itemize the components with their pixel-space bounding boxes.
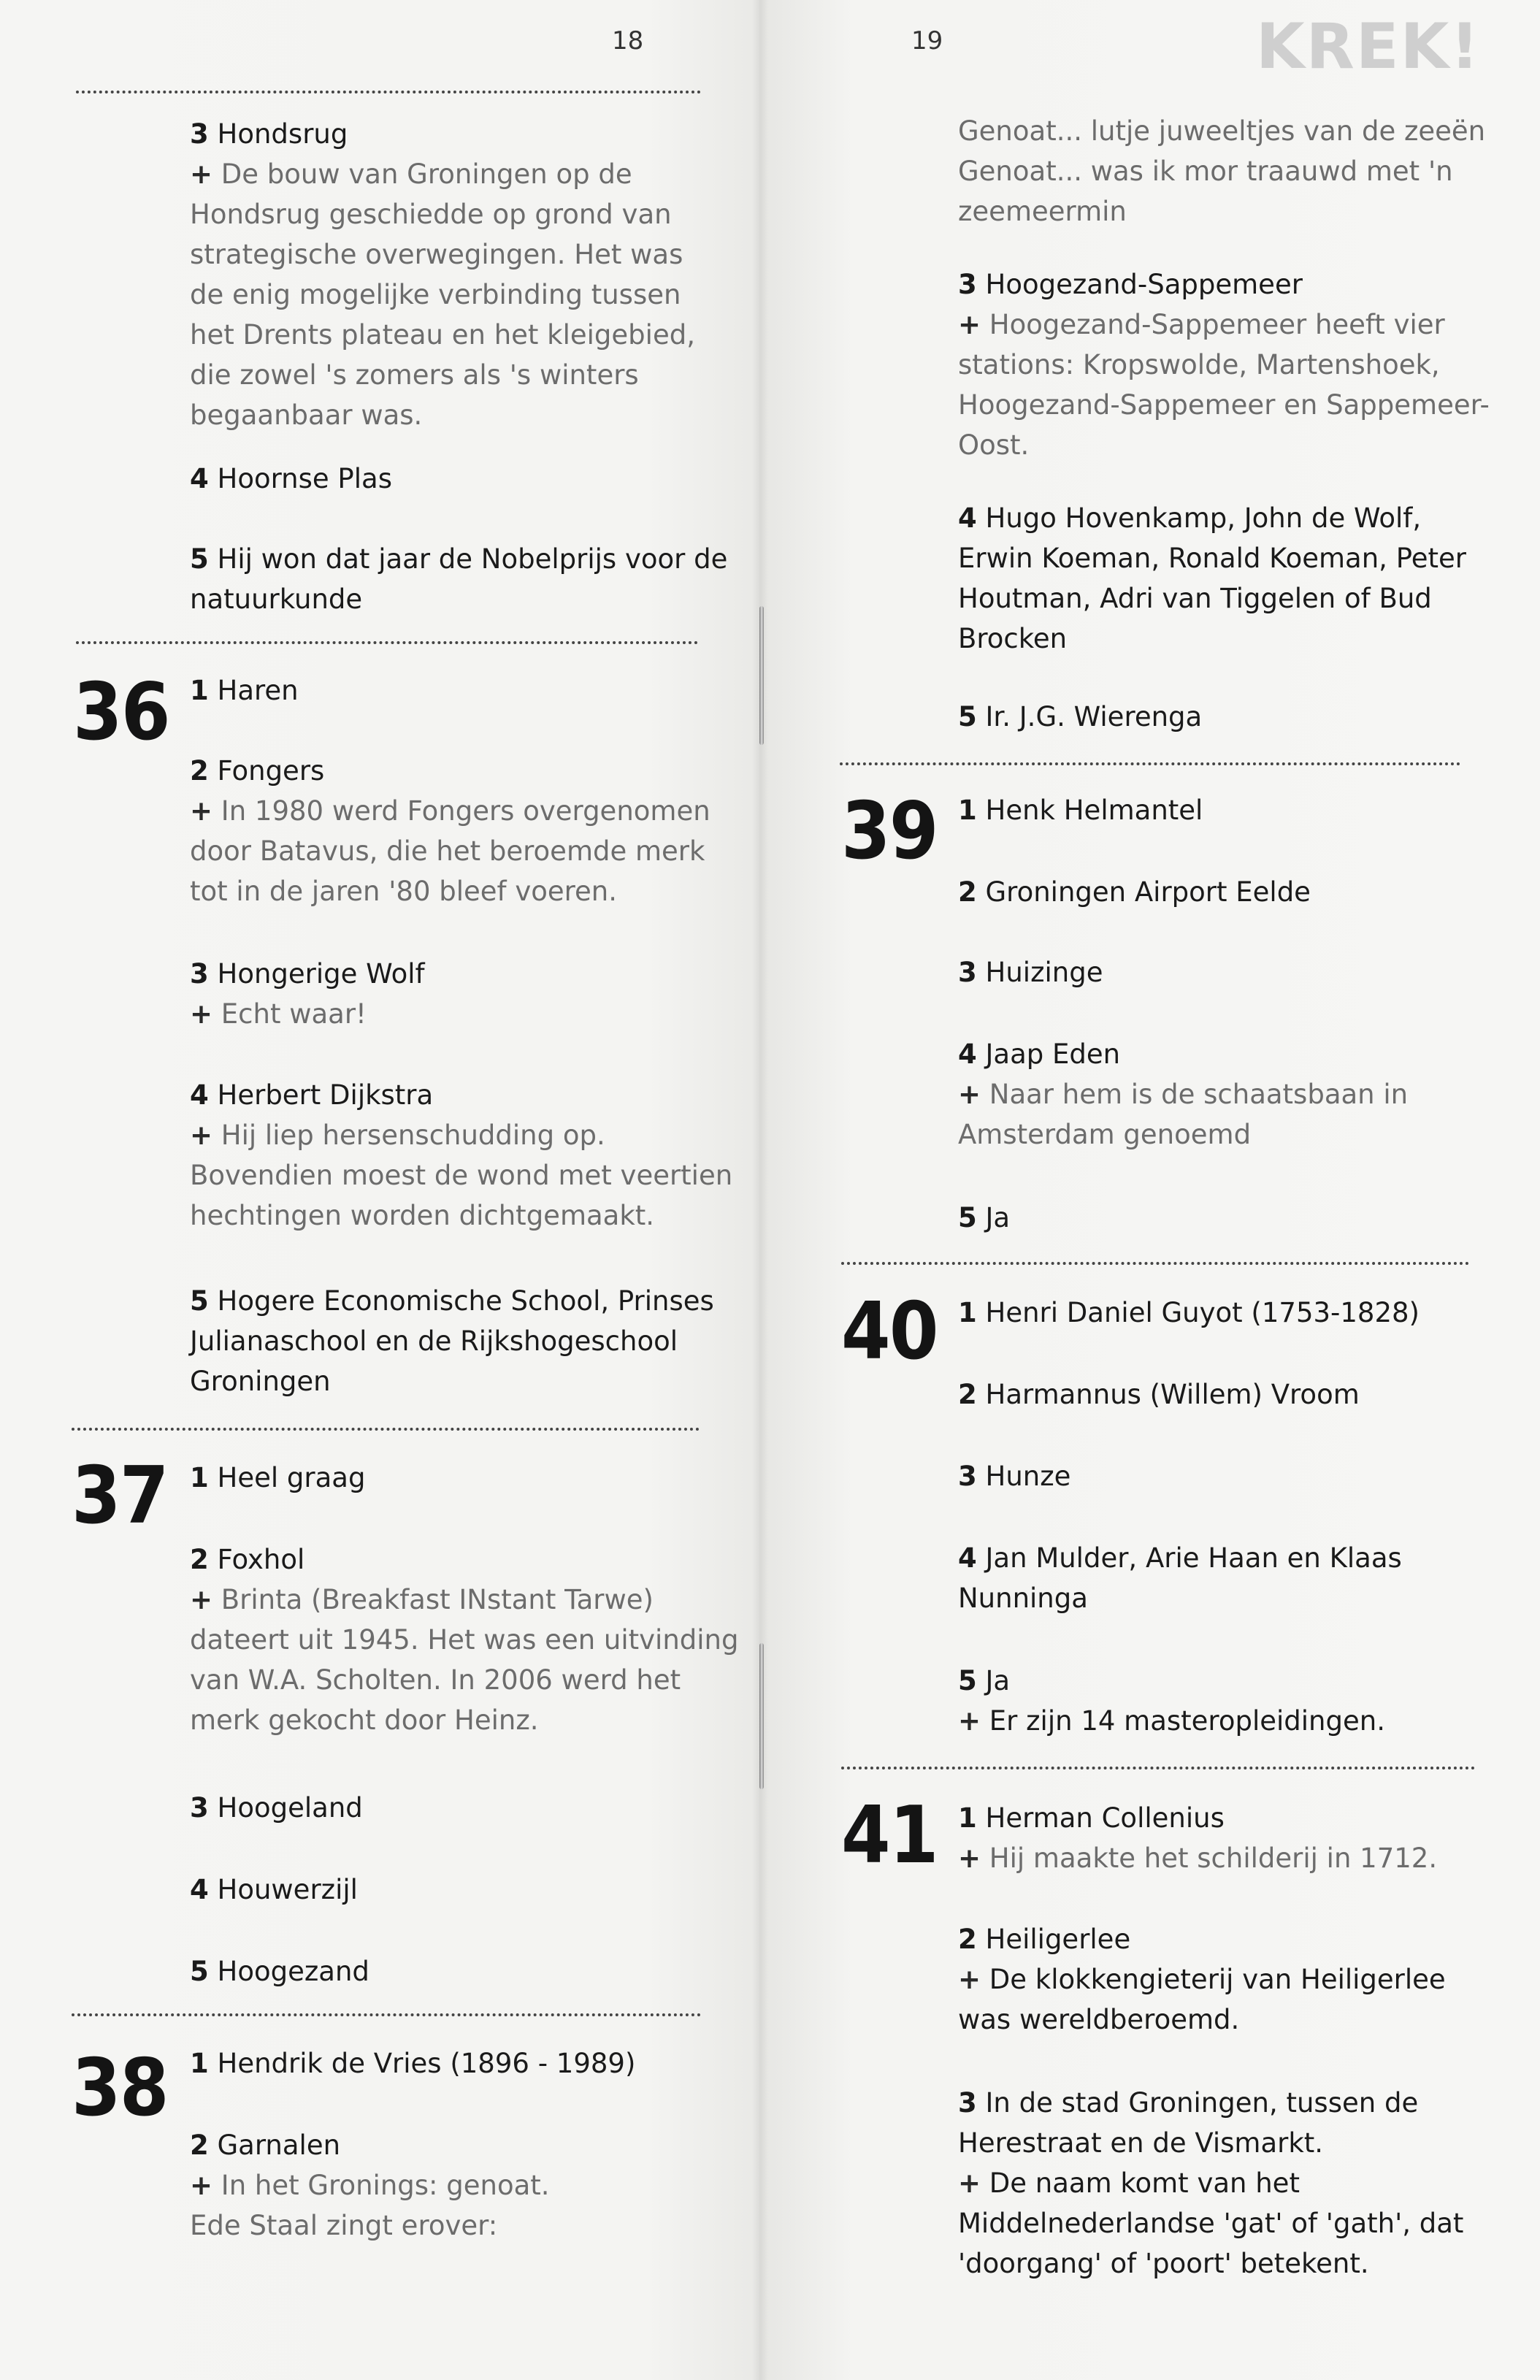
answer-37-4: 4 Houwerzijl <box>190 1874 358 1905</box>
staple-bottom <box>759 1643 764 1789</box>
answer-40-4: 4 Jan Mulder, Arie Haan en Klaas Nunninga <box>958 1542 1402 1614</box>
answer-36-2: 2 Fongers + In 1980 werd Fongers overgenomen door Batavus, die het beroemde merk tot in de jaren '80 bleef voeren. <box>190 755 710 907</box>
answer-40-2: 2 Harmannus (Willem) Vroom <box>958 1379 1360 1410</box>
answer-37-3: 3 Hoogeland <box>190 1792 363 1824</box>
answer-40-5: 5 Ja + Er zijn 14 masteropleidingen. <box>958 1665 1385 1737</box>
answer-36-1: 1 Haren <box>190 675 299 706</box>
separator <box>76 91 701 93</box>
separator <box>841 1767 1475 1769</box>
answer-39-1: 1 Henk Helmantel <box>958 795 1203 826</box>
book-spine <box>752 0 768 2380</box>
answer-40-1: 1 Henri Daniel Guyot (1753-1828) <box>958 1297 1420 1328</box>
answer-35-5: 5 Hij won dat jaar de Nobelprijs voor de natuurkunde <box>190 543 728 615</box>
continued-38-2-note: Genoat... lutje juweeltjes van de zeeën Genoat... was ik mor traauwd met 'n zeemeermin <box>958 115 1486 227</box>
section-number-38: 38 <box>72 2043 168 2134</box>
section-number-40: 40 <box>841 1286 938 1377</box>
answer-38-2: 2 Garnalen + In het Gronings: genoat. Ede Staal zingt erover: <box>190 2130 550 2241</box>
answer-38-5: 5 Ir. J.G. Wierenga <box>958 701 1203 732</box>
answer-35-3: 3 Hondsrug + De bouw van Groningen op de Hondsrug geschiedde op grond van strategische overwegingen. Het was de enig mogelijke verbinding tussen het Drents plateau en het kleigebied, die zowel 's zomers als 's winters begaanbaar was. <box>190 118 695 431</box>
answer-36-3: 3 Hongerige Wolf + Echt waar! <box>190 958 425 1030</box>
separator <box>72 1428 700 1431</box>
section-number-36: 36 <box>73 667 169 758</box>
answer-35-4: 4 Hoornse Plas <box>190 463 392 494</box>
separator <box>76 641 698 644</box>
staple-top <box>759 606 764 745</box>
page-number-right: 19 <box>911 26 943 56</box>
section-number-37: 37 <box>72 1450 168 1542</box>
answer-39-2: 2 Groningen Airport Eelde <box>958 876 1311 908</box>
page-number-left: 18 <box>612 26 644 56</box>
answer-41-1: 1 Herman Collenius + Hij maakte het schilderij in 1712. <box>958 1802 1438 1874</box>
separator <box>840 762 1460 765</box>
answer-36-5: 5 Hogere Economische School, Prinses Julianaschool en de Rijkshogeschool Groningen <box>190 1285 714 1397</box>
answer-37-5: 5 Hoogezand <box>190 1956 369 1987</box>
answer-39-4: 4 Jaap Eden + Naar hem is de schaatsbaan in Amsterdam genoemd <box>958 1038 1409 1150</box>
answer-41-3: 3 In de stad Groningen, tussen de Herestraat en de Vismarkt. + De naam komt van het Middelnederlandse 'gat' of 'gath', dat 'doorgang' of 'poort' betekent. <box>958 2087 1464 2279</box>
answer-41-2: 2 Heiligerlee + De klokkengieterij van Heiligerlee was wereldberoemd. <box>958 1924 1446 2035</box>
answer-36-4: 4 Herbert Dijkstra + Hij liep hersenschudding op. Bovendien moest de wond met veertien hechtingen worden dichtgemaakt. <box>190 1079 733 1231</box>
section-number-39: 39 <box>841 786 938 877</box>
answer-37-2: 2 Foxhol + Brinta (Breakfast INstant Tarwe) dateert uit 1945. Het was een uitvinding van W.A. Scholten. In 2006 werd het merk gekocht door Heinz. <box>190 1544 739 1736</box>
krek-logo: KREK! <box>1256 10 1481 83</box>
answer-40-3: 3 Hunze <box>958 1461 1071 1492</box>
separator <box>72 2013 701 2016</box>
separator <box>841 1262 1469 1265</box>
answer-39-5: 5 Ja <box>958 1202 1011 1233</box>
answer-39-3: 3 Huizinge <box>958 957 1103 988</box>
answer-37-1: 1 Heel graag <box>190 1462 366 1493</box>
answer-38-4: 4 Hugo Hovenkamp, John de Wolf, Erwin Koeman, Ronald Koeman, Peter Houtman, Adri van Tiggelen of Bud Brocken <box>958 502 1466 654</box>
answer-38-3: 3 Hoogezand-Sappemeer + Hoogezand-Sappemeer heeft vier stations: Kropswolde, Martenshoek, Hoogezand-Sappemeer en Sappemeer- Oost. <box>958 269 1490 461</box>
answer-38-1: 1 Hendrik de Vries (1896 - 1989) <box>190 2048 636 2079</box>
section-number-41: 41 <box>841 1790 938 1881</box>
